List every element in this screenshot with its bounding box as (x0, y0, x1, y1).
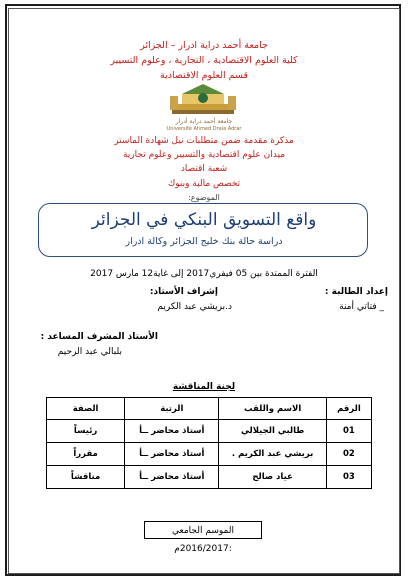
column-header-role: الصفة (47, 398, 125, 420)
cell-role: رئيساً (47, 420, 125, 443)
thesis-subtitle: دراسة حالة بنك خليج الجزائر وكالة ادرار (125, 236, 283, 247)
column-header-rank: الرتبة (125, 398, 219, 420)
thesis-title: واقع التسويق البنكي في الجزائر (91, 210, 317, 230)
assistant-supervisor-name: بلبالي عبد الرحيم (57, 347, 122, 357)
table-header-row (47, 398, 372, 420)
cell-rank: أستاذ محاضر ــأ (125, 466, 219, 489)
table-row (47, 443, 372, 466)
student-label: إعداد الطالبة : (324, 287, 388, 297)
committee-table (46, 397, 372, 489)
university-name: جامعة أحمد دراية ادرار – الجزائر (140, 40, 268, 51)
table-row (47, 466, 372, 489)
academic-year: الموسم الجامعي :2016/2017م (144, 521, 262, 539)
column-header-name: الاسم واللقب (219, 398, 326, 420)
cell-name: طالبي الجيلالي (219, 420, 326, 443)
cell-num: 01 (326, 420, 371, 443)
cell-name: عياد صالح (219, 466, 326, 489)
assistant-supervisor-label: الأستاذ المشرف المساعد : (40, 332, 158, 342)
cell-role: مناقشاً (47, 466, 125, 489)
thesis-line-1: مذكرة مقدمة ضمن متطلبات نيل شهادة الماستر (114, 136, 294, 146)
cell-rank: أستاذ محاضر ــأ (125, 443, 219, 466)
student-name: _ فتاتي أمنة (339, 302, 384, 312)
cell-role: مقرراً (47, 443, 125, 466)
table-row (47, 420, 372, 443)
thesis-line-2: ميدان علوم اقتصادية والتسيير وعلوم تجارية (122, 150, 286, 160)
cell-name: بريشي عبد الكريم . (219, 443, 326, 466)
supervisor-name: د.بريشي عبد الكريم (157, 302, 232, 312)
supervisor-label: إشراف الأستاذ: (149, 287, 218, 297)
faculty-name: كلية العلوم الاقتصادية ، التجارية ، وعلوم التسيير (110, 55, 298, 66)
cell-rank: أستاذ محاضر ــأ (125, 420, 219, 443)
cell-num: 03 (326, 466, 371, 489)
study-period: الفترة الممتدة بين 05 فيفري2017 إلى غاية12 مارس 2017 (90, 269, 318, 279)
committee-heading: لجنة المناقشة (172, 382, 236, 392)
logo-caption-ar: جامعة أحمد دراية أدرار (175, 118, 233, 125)
column-header-num: الرقم (326, 398, 371, 420)
subject-label: الموضوع: (188, 193, 220, 202)
university-logo (168, 84, 238, 118)
department-name: قسم العلوم الاقتصادية (160, 70, 248, 81)
logo-caption-fr: Université Ahmed Draia Adrar (166, 126, 242, 132)
thesis-line-3: شعبة اقتصاد (180, 164, 228, 174)
cell-num: 02 (326, 443, 371, 466)
thesis-line-4: تخصص مالية وبنوك (167, 179, 241, 189)
